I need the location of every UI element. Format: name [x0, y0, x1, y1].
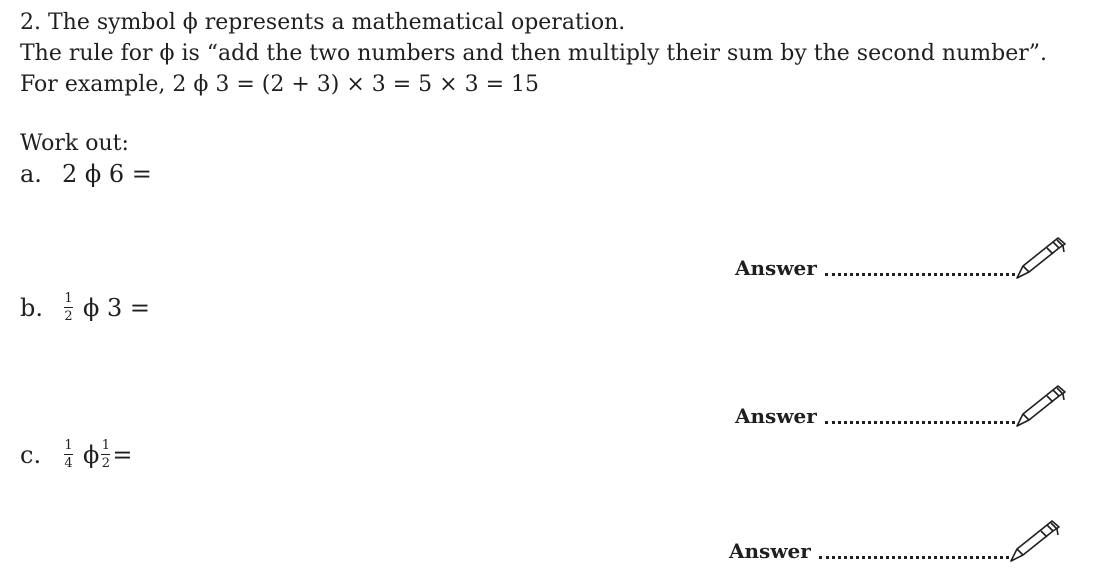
part-b-label: b. [20, 293, 43, 322]
answer-line-a[interactable] [735, 236, 1067, 280]
part-a-label: a. [20, 160, 42, 188]
question-rule: The rule for ϕ is “add the two numbers and then multiply their sum by the second number”. [20, 41, 1047, 66]
fraction-numerator: 1 [101, 438, 110, 453]
fraction-denominator: 2 [64, 309, 73, 324]
fraction-one-quarter [64, 438, 73, 471]
answer-line-b[interactable] [735, 384, 1067, 428]
fraction-denominator: 4 [64, 456, 73, 471]
answer-label-b: Answer [735, 404, 817, 428]
question-example: For example, 2 ϕ 3 = (2 + 3) × 3 = 5 × 3 = 15 [20, 72, 539, 97]
pen-icon [1007, 519, 1061, 565]
fraction-one-half [64, 291, 73, 324]
fraction-one-half [101, 438, 110, 471]
phi-operator: ϕ [83, 440, 100, 469]
pen-icon [1013, 236, 1067, 282]
fraction-numerator: 1 [64, 291, 73, 306]
question-intro: 2. The symbol ϕ represents a mathematical operation. [20, 10, 626, 35]
part-c-label: c. [20, 440, 42, 469]
pen-icon [1013, 384, 1067, 430]
part-c [20, 438, 132, 471]
equals-sign: = [112, 440, 133, 469]
fraction-denominator: 2 [101, 456, 110, 471]
answer-line-c[interactable] [729, 519, 1061, 563]
part-a-expression: 2 ϕ 6 = [62, 160, 152, 188]
answer-dotted-line-c[interactable] [819, 556, 1009, 559]
answer-dotted-line-a[interactable] [825, 273, 1015, 276]
answer-label-c: Answer [729, 539, 811, 563]
fraction-numerator: 1 [64, 438, 73, 453]
part-b [20, 291, 150, 324]
answer-label-a: Answer [735, 256, 817, 280]
part-b-expression: ϕ 3 = [83, 293, 150, 322]
work-out-instruction: Work out: [20, 131, 129, 156]
answer-dotted-line-b[interactable] [825, 421, 1015, 424]
part-a [20, 160, 152, 188]
